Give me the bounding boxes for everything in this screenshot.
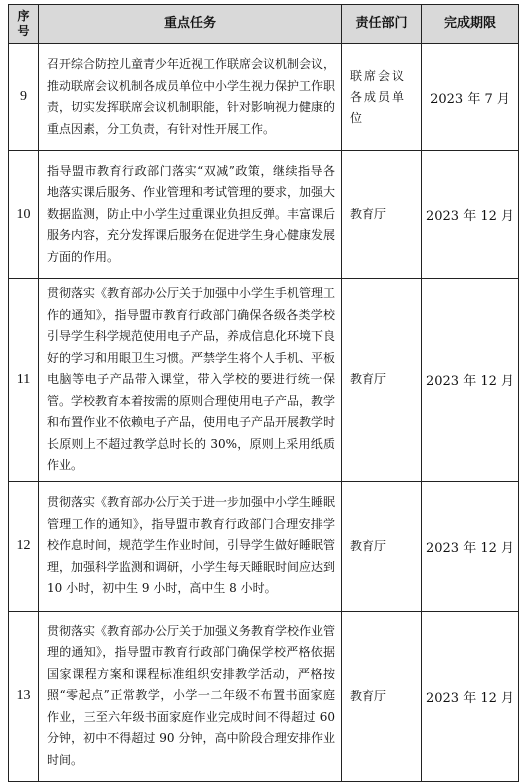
header-task: 重点任务	[39, 5, 342, 44]
table-header-row	[9, 5, 519, 44]
row-dept: 教育厅	[342, 611, 422, 781]
document-page	[8, 4, 518, 782]
key-tasks-table	[8, 4, 519, 782]
row-dept: 教育厅	[342, 151, 422, 279]
row-number: 10	[9, 151, 39, 279]
header-dept: 责任部门	[342, 5, 422, 44]
row-task: 贯彻落实《教育部办公厅关于进一步加强中小学生睡眠管理工作的通知》，指导盟市教育行政部门合理安排学校作息时间，规范学生作业时间，引导学生做好睡眠管理，加强科学监测和调研，小学生每天睡眠时间应达到 10 小时，初中生 9 小时，高中生 8 小时。	[39, 481, 342, 611]
row-task: 召开综合防控儿童青少年近视工作联席会议机制会议，推动联席会议机制各成员单位中小学生视力保护工作职责，切实发挥联席会议机制职能，针对影响视力健康的重点因素，分工负责，有针对性开展工作。	[39, 44, 342, 151]
table-row	[9, 611, 519, 781]
row-number: 9	[9, 44, 39, 151]
header-no: 序号	[9, 5, 39, 44]
row-deadline: 2023 年 12 月	[422, 279, 519, 482]
row-deadline: 2023 年 12 月	[422, 611, 519, 781]
table-row	[9, 151, 519, 279]
row-number: 12	[9, 481, 39, 611]
row-task: 贯彻落实《教育部办公厅关于加强义务教育学校作业管理的通知》，指导盟市教育行政部门确保学校严格依据国家课程方案和课程标准组织安排教学活动，严格按照“零起点”正常教学，小学一二年级不布置书面家庭作业，三至六年级书面家庭作业完成时间不得超过 60 分钟，初中不得超过 90 分钟，高中阶段合理安排作业时间。	[39, 611, 342, 781]
table-row	[9, 44, 519, 151]
row-number: 13	[9, 611, 39, 781]
row-deadline: 2023 年 12 月	[422, 481, 519, 611]
header-deadline: 完成期限	[422, 5, 519, 44]
table-row	[9, 481, 519, 611]
row-deadline: 2023 年 7 月	[422, 44, 519, 151]
row-dept: 联席会议各成员单位	[342, 44, 422, 151]
row-dept: 教育厅	[342, 279, 422, 482]
row-task: 指导盟市教育行政部门落实“双减”政策，继续指导各地落实课后服务、作业管理和考试管理的要求，加强大数据监测，防止中小学生过重课业负担反弹。丰富课后服务内容，充分发挥课后服务在促进学生身心健康发展方面的作用。	[39, 151, 342, 279]
row-number: 11	[9, 279, 39, 482]
row-deadline: 2023 年 12 月	[422, 151, 519, 279]
table-row	[9, 279, 519, 482]
row-dept: 教育厅	[342, 481, 422, 611]
row-task: 贯彻落实《教育部办公厅关于加强中小学生手机管理工作的通知》，指导盟市教育行政部门确保各级各类学校引导学生科学规范使用电子产品，养成信息化环境下良好的学习和用眼卫生习惯。严禁学生将个人手机、平板电脑等电子产品带入课堂，带入学校的要进行统一保管。学校教育本着按需的原则合理使用电子产品，教学和布置作业不依赖电子产品，使用电子产品开展教学时长原则上不超过教学总时长的 30%，原则上采用纸质作业。	[39, 279, 342, 482]
